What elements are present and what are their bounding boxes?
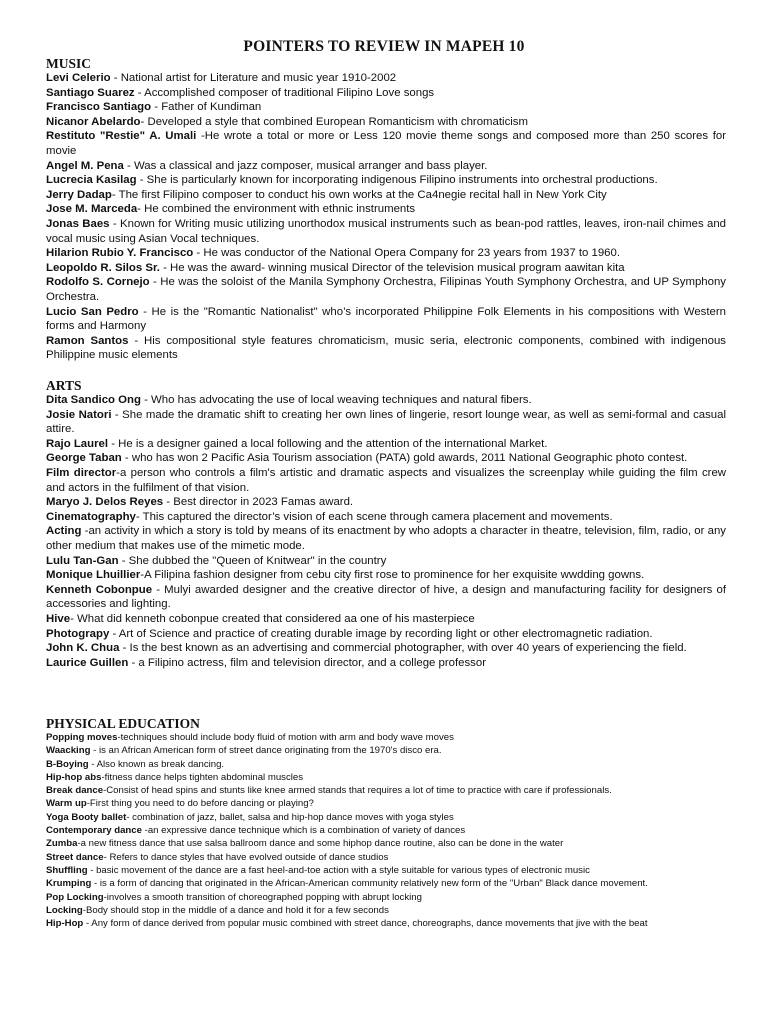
entry-term: Krumping [46,878,92,890]
entry-item [46,115,726,130]
entry-term: Rodolfo S. Cornejo [46,276,150,289]
entry-item [46,554,726,569]
entry-term: Hip-Hop [46,918,84,930]
entry-description: - He is a designer gained a local following and the attention of the international Market. [108,437,548,450]
entry-term: Hilarion Rubio Y. Francisco [46,247,194,260]
entry-description: -involves a smooth transition of choreographed popping with abrupt locking [103,891,422,903]
entry-description: - Developed a style that combined European Romanticism with chromaticism [140,115,528,128]
entry-description: - Father of Kundiman [151,101,262,114]
entry-item [46,758,726,771]
entry-term: Dita Sandico Ong [46,394,141,406]
entry-item [46,408,726,437]
entry-term: Hip-hop abs [46,771,102,783]
entry-description: - is an African American form of street dance originating from the 1970's disco era. [90,745,442,757]
entry-description: -Body should stop in the middle of a dance and hold it for a few seconds [82,904,389,916]
entry-description: - Who has advocating the use of local weaving techniques and natural fibers. [140,394,532,406]
entry-item [46,305,726,334]
entry-term: Photograpy [46,627,110,640]
entry-term: Levi Celerio [46,72,111,84]
entry-description: - is a form of dancing that originated in the African-American community relatively new form of the "Urban" Black dance movement. [91,878,648,890]
entry-item [46,524,726,553]
entry-description: - Mulyi awarded designer and the creative director of hive, a design and manufacturing facility for designers of accessories and lighting. [46,583,726,611]
entry-description: -a person who controls a film's artistic and dramatic aspects and visualizes the screenplay while guiding the film crew and actors in the fulfilment of that vision. [46,466,726,494]
entry-description: -First thing you need to do before dancing or playing? [86,798,314,810]
entry-description: - Art of Science and practice of creating durable image by recording light or other electromagnetic radiation. [109,627,653,640]
entry-term: Maryo J. Delos Reyes [46,496,164,509]
entry-term: Pop Locking [46,891,104,903]
section-arts [46,378,726,670]
section-heading: PHYSICAL EDUCATION [46,716,200,731]
entry-term: Jerry Dadap [46,188,112,201]
entry-item [46,877,726,890]
entry-description: - He was the soloist of the Manila Symphony Orchestra, Filipinas Youth Symphony Orchestra, and UP Symphony Orchestra. [46,276,726,303]
entry-item [46,86,726,101]
entry-term: Lucrecia Kasilag [46,174,137,187]
entry-term: Cinematography [46,510,136,523]
section-music [46,56,726,363]
entry-item [46,202,726,217]
entry-description: -fitness dance helps tighten abdominal muscles [101,771,304,783]
entry-item [46,173,726,188]
entry-description: -a new fitness dance that use salsa ballroom dance and some hiphop dance routine, also can be done in the water [77,838,564,850]
entry-description: -A Filipina fashion designer from cebu city first rose to prominence for her exquisite wwdding gowns. [140,569,645,582]
entry-description: - She made the dramatic shift to creating her own lines of lingerie, resort lounge wear, as well as semi-formal and casual attire. [46,408,726,436]
entry-description: -techniques should include body fluid of motion with arm and body wave moves [117,732,454,743]
entry-description: -an activity in which a story is told by means of its enactment by who adopts a character in theatre, television, film, radio, or any other medium that makes use of the mimetic mode. [46,525,726,552]
entry-term: B-Boying [46,758,89,770]
entry-item [46,71,726,86]
entry-description: - Was a classical and jazz composer, musical arranger and bass player. [123,159,488,172]
entry-item [46,864,726,877]
entry-item [46,744,726,757]
entry-description: - His compositional style features chromaticism, music seria, electronic components, combined with indigenous Philippine music elements [46,334,726,362]
entry-item [46,824,726,837]
entry-item [46,641,726,656]
entry-description: - Known for Writing music utilizing unorthodox musical instruments such as bean-pod rattles, leaves, iron-nail chimes and vocal music using Asian Vocal techniques. [46,217,726,245]
entry-term: Monique Lhuillier [46,569,141,582]
entry-term: Street dance [46,851,104,863]
section-heading: MUSIC [46,56,92,71]
entry-list [46,393,726,670]
entry-term: Santiago Suarez [46,86,135,99]
entry-list [46,731,726,930]
entry-list [46,71,726,363]
entry-item [46,917,726,930]
entry-item [46,100,726,115]
entry-term: Laurice Guillen [46,656,129,669]
entry-term: Francisco Santiago [46,101,152,114]
entry-term: Waacking [46,745,91,757]
entry-description: - He was conductor of the National Opera Company for 23 years from 1937 to 1960. [193,247,621,260]
entry-item [46,837,726,850]
entry-description: -He wrote a total or more or Less 120 movie theme songs and composed more than 250 scores for movie [46,130,726,157]
entry-item [46,784,726,797]
entry-term: Jonas Baes [46,217,110,230]
entry-item [46,568,726,583]
entry-term: Josie Natori [46,408,112,421]
entry-description: - National artist for Literature and music year 1910-2002 [110,72,397,84]
entry-term: Leopoldo R. Silos Sr. [46,261,160,274]
entry-item [46,275,726,304]
entry-term: Yoga Booty ballet [46,811,127,823]
entry-item [46,334,726,363]
entry-description: - This captured the director’s vision of each scene through camera placement and movements. [135,510,613,523]
entry-description: - He is the "Romantic Nationalist" who’s incorporated Philippine Folk Elements in his compositions with Western forms and Harmony [46,305,727,333]
section-physical-education [46,716,726,930]
entry-description: - who has won 2 Pacific Asia Tourism association (PATA) gold awards, 2011 National Geographic photo contest. [121,452,688,465]
entry-item [46,159,726,174]
entry-item [46,891,726,904]
entry-term: George Taban [46,452,122,465]
entry-item [46,656,726,671]
entry-item [46,217,726,246]
entry-term: Zumba [46,838,78,850]
entry-item [46,129,726,158]
entry-item [46,246,726,261]
entry-term: Contemporary dance [46,825,142,837]
entry-term: Angel M. Pena [46,159,124,172]
entry-description: -an expressive dance technique which is a combination of variety of dances [141,825,466,837]
entry-description: - Best director in 2023 Famas award. [163,496,354,509]
entry-description: - Also known as break dancing. [88,758,225,770]
entry-item [46,466,726,495]
entry-item [46,495,726,510]
entry-item [46,583,726,612]
entry-item [46,393,726,408]
entry-description: - She is particularly known for incorporating indigenous Filipino instruments into orchestral productions. [136,174,658,187]
entry-term: Rajo Laurel [46,437,109,450]
entry-description: - He combined the environment with ethnic instruments [137,203,416,216]
entry-term: Acting [46,525,82,538]
entry-description: - combination of jazz, ballet, salsa and hip-hop dance moves with yoga styles [126,811,454,823]
entry-term: Jose M. Marceda [46,203,138,216]
entry-term: Locking [46,904,83,916]
entry-item [46,261,726,276]
page-title: POINTERS TO REVIEW IN MAPEH 10 [243,38,525,55]
entry-description: - The first Filipino composer to conduct his own works at the Ca4negie recital hall in New York City [111,188,607,201]
entry-item [46,612,726,627]
entry-description: - She dubbed the "Queen of Knitwear" in the country [118,554,387,567]
entry-term: Hive [46,612,71,625]
entry-item [46,904,726,917]
entry-term: Lucio San Pedro [46,305,139,318]
entry-term: Warm up [46,798,87,810]
entry-term: Break dance [46,785,104,797]
entry-description: - a Filipino actress, film and television director, and a college professor [128,656,487,669]
entry-description: - Accomplished composer of traditional Filipino Love songs [134,86,435,99]
entry-description: - Any form of dance derived from popular music combined with street dance, choreographs, dance movements that jive with the beat [83,918,648,930]
entry-item [46,731,726,744]
entry-description: - Refers to dance styles that have evolved outside of dance studios [103,851,389,863]
entry-term: Kenneth Cobonpue [46,583,153,596]
entry-term: Ramon Santos [46,334,129,347]
entry-item [46,451,726,466]
entry-item [46,811,726,824]
entry-item [46,627,726,642]
entry-term: Restituto "Restie" A. Umali [46,130,197,143]
entry-term: Shuffling [46,864,88,876]
entry-item [46,510,726,525]
entry-description: - What did kenneth cobonpue created that considered aa one of his masterpiece [70,612,475,625]
entry-term: Film director [46,466,117,479]
entry-term: Popping moves [46,732,118,743]
entry-item [46,797,726,810]
entry-item [46,771,726,784]
entry-term: Lulu Tan-Gan [46,554,119,567]
entry-description: - He was the award- winning musical Director of the television musical program aawitan kita [159,261,625,274]
entry-item [46,437,726,452]
entry-item [46,851,726,864]
entry-description: - Is the best known as an advertising and commercial photographer, with over 40 years of experiencing the field. [119,642,687,655]
entry-item [46,188,726,203]
entry-description: - basic movement of the dance are a fast heel-and-toe action with a style suitable for various types of electronic music [87,864,590,876]
entry-term: Nicanor Abelardo [46,115,141,128]
entry-term: John K. Chua [46,642,120,655]
section-heading: ARTS [46,378,82,393]
entry-description: -Consist of head spins and stunts like knee armed stands that requires a lot of time to practice with care if professionals. [103,785,612,797]
